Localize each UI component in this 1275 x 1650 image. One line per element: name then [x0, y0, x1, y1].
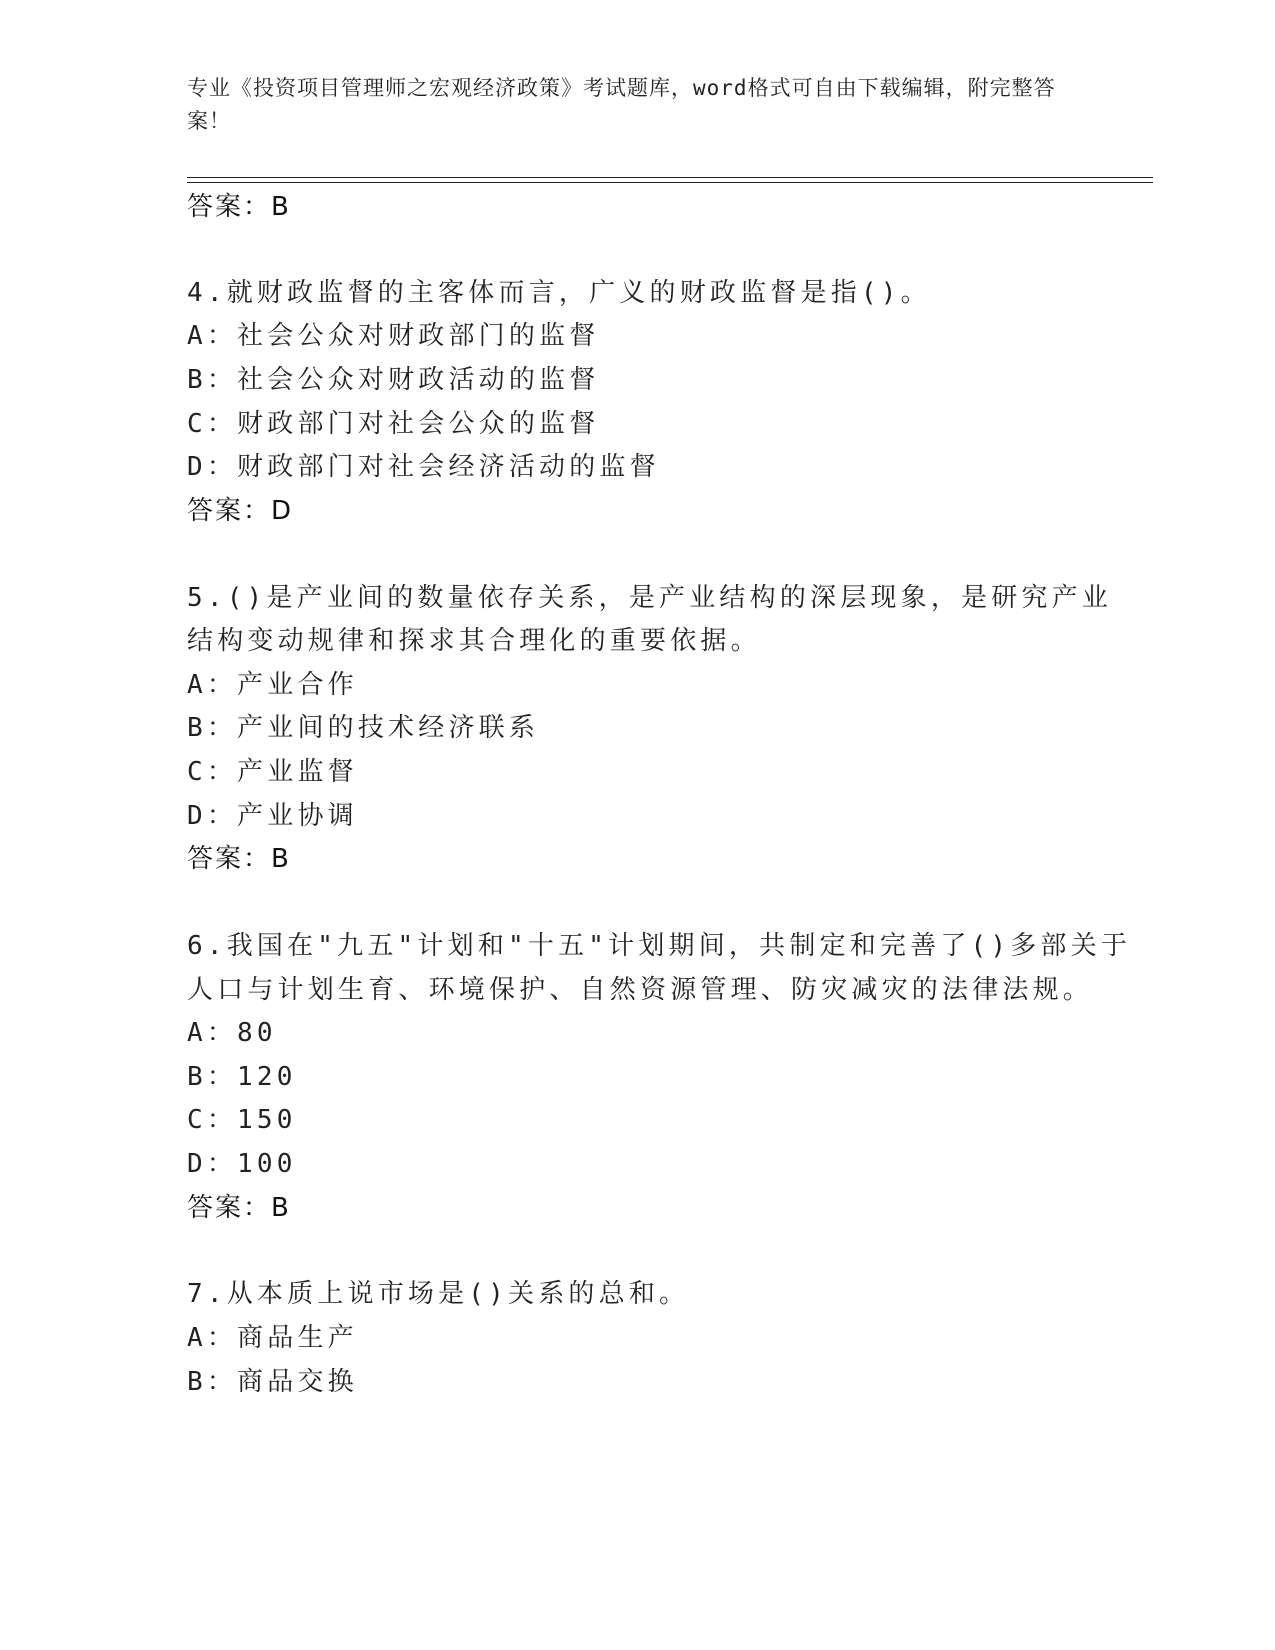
header-divider-top: [187, 177, 1153, 178]
question-6-option-d: D：100: [187, 1149, 297, 1179]
question-7-option-a: A：商品生产: [187, 1323, 358, 1353]
question-5-option-d: D：产业协调: [187, 801, 358, 831]
question-6-option-c: C：150: [187, 1105, 297, 1135]
header-divider-bottom: [187, 182, 1153, 183]
question-5-option-a: A：产业合作: [187, 670, 358, 700]
question-4-stem: 4.就财政监督的主客体而言，广义的财政监督是指()。: [187, 278, 931, 308]
question-5-stem-line-1: 5.()是产业间的数量依存关系，是产业结构的深层现象，是研究产业: [187, 583, 1113, 613]
answer-q4: 答案：D: [187, 496, 294, 526]
answer-q6: 答案：B: [187, 1193, 291, 1223]
question-5-option-c: C：产业监督: [187, 757, 358, 787]
question-6-option-b: B：120: [187, 1062, 297, 1092]
question-7-stem: 7.从本质上说市场是()关系的总和。: [187, 1279, 690, 1309]
question-6-option-a: A：80: [187, 1018, 277, 1048]
question-4-option-a: A：社会公众对财政部门的监督: [187, 321, 600, 351]
question-5-option-b: B：产业间的技术经济联系: [187, 713, 540, 743]
question-7-option-b: B：商品交换: [187, 1367, 358, 1397]
question-4-option-d: D：财政部门对社会经济活动的监督: [187, 452, 660, 482]
question-4-option-c: C：财政部门对社会公众的监督: [187, 409, 600, 439]
question-5-stem-line-2: 结构变动规律和探求其合理化的重要依据。: [187, 626, 761, 656]
answer-q3: 答案：B: [187, 192, 291, 222]
document-intro: 专业《投资项目管理师之宏观经济政策》考试题库，word格式可自由下载编辑，附完整答案！: [187, 76, 1056, 133]
question-4-option-b: B：社会公众对财政活动的监督: [187, 365, 600, 395]
question-6-stem-line-1: 6.我国在"九五"计划和"十五"计划期间，共制定和完善了()多部关于: [187, 931, 1132, 961]
question-6-stem-line-2: 人口与计划生育、环境保护、自然资源管理、防灾减灾的法律法规。: [187, 975, 1094, 1005]
answer-q5: 答案：B: [187, 844, 291, 874]
